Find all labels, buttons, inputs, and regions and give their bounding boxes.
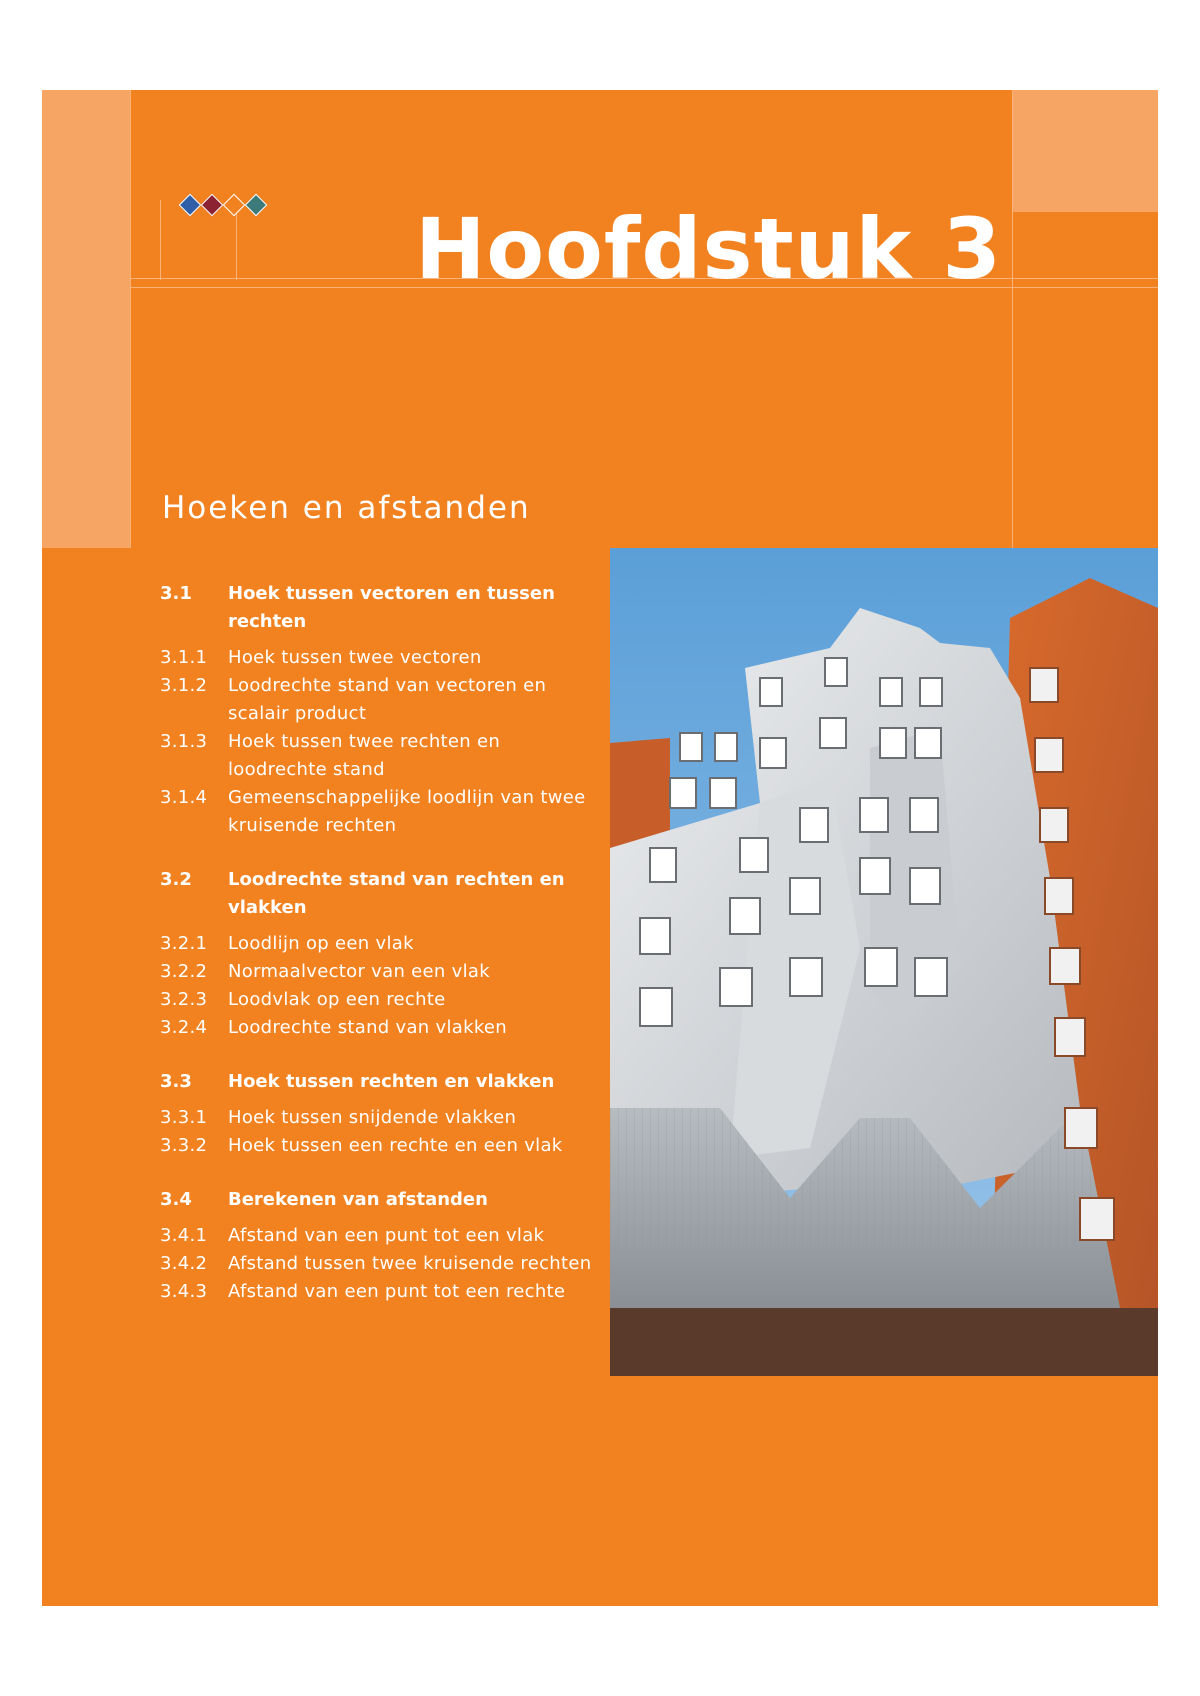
toc-item <box>160 1104 600 1132</box>
toc-section <box>160 866 600 922</box>
toc-item-title: Hoek tussen snijdende vlakken <box>228 1107 517 1128</box>
toc-section-number: 3.2 <box>160 869 192 890</box>
guide-line <box>160 200 161 280</box>
toc-item-title: Gemeenschappelijke loodlijn van twee kruisende rechten <box>228 787 586 836</box>
toc-item <box>160 1278 600 1306</box>
toc-section-title: Loodrechte stand van rechten en vlakken <box>228 869 565 918</box>
toc-item-title: Loodvlak op een rechte <box>228 989 446 1010</box>
toc-item-number: 3.1.3 <box>160 731 208 752</box>
toc-item-title: Hoek tussen een rechte en een vlak <box>228 1135 563 1156</box>
diamond-blue <box>179 194 202 217</box>
toc-item-number: 3.2.2 <box>160 961 208 982</box>
toc-item-number: 3.2.3 <box>160 989 208 1010</box>
table-of-contents <box>160 580 600 1306</box>
toc-item-number: 3.4.3 <box>160 1281 208 1302</box>
guide-line <box>130 90 131 548</box>
chapter-cover <box>42 90 1158 1606</box>
toc-item <box>160 672 600 728</box>
toc-item <box>160 1250 600 1278</box>
toc-section-number: 3.4 <box>160 1189 192 1210</box>
toc-item-number: 3.3.2 <box>160 1135 208 1156</box>
toc-item <box>160 930 600 958</box>
toc-item-number: 3.4.1 <box>160 1225 208 1246</box>
toc-item-title: Loodlijn op een vlak <box>228 933 414 954</box>
building-photo <box>610 548 1158 1376</box>
accent-panel-right <box>1012 90 1158 212</box>
toc-section-title: Hoek tussen vectoren en tussen rechten <box>228 583 555 632</box>
toc-item-number: 3.2.4 <box>160 1017 208 1038</box>
toc-section <box>160 1068 600 1096</box>
toc-item-title: Afstand van een punt tot een vlak <box>228 1225 545 1246</box>
toc-item <box>160 1132 600 1160</box>
toc-item <box>160 1222 600 1250</box>
toc-item-number: 3.1.2 <box>160 675 208 696</box>
diamond-orange <box>223 194 246 217</box>
toc-item <box>160 958 600 986</box>
toc-item-title: Afstand tussen twee kruisende rechten <box>228 1253 592 1274</box>
toc-item-number: 3.1.1 <box>160 647 208 668</box>
toc-section-title: Hoek tussen rechten en vlakken <box>228 1071 555 1092</box>
toc-item-title: Normaalvector van een vlak <box>228 961 490 982</box>
toc-item <box>160 644 600 672</box>
toc-section-title: Berekenen van afstanden <box>228 1189 488 1210</box>
toc-item <box>160 784 600 840</box>
toc-item-number: 3.3.1 <box>160 1107 208 1128</box>
chapter-subtitle: Hoeken en afstanden <box>162 490 531 526</box>
toc-item-title: Loodrechte stand van vectoren en scalair product <box>228 675 547 724</box>
toc-item-title: Hoek tussen twee rechten en loodrechte stand <box>228 731 501 780</box>
toc-item-title: Hoek tussen twee vectoren <box>228 647 482 668</box>
guide-line <box>1012 90 1013 548</box>
toc-item <box>160 728 600 784</box>
toc-item-number: 3.2.1 <box>160 933 208 954</box>
toc-item-number: 3.1.4 <box>160 787 208 808</box>
toc-section-number: 3.1 <box>160 583 192 604</box>
toc-item-title: Afstand van een punt tot een rechte <box>228 1281 566 1302</box>
decorative-diamonds-icon <box>180 193 300 217</box>
chapter-title: Hoofdstuk 3 <box>415 200 1002 298</box>
toc-section <box>160 580 600 636</box>
accent-panel-left <box>42 90 130 548</box>
toc-section-number: 3.3 <box>160 1071 192 1092</box>
toc-item-title: Loodrechte stand van vlakken <box>228 1017 508 1038</box>
toc-section <box>160 1186 600 1214</box>
toc-item <box>160 986 600 1014</box>
toc-item-number: 3.4.2 <box>160 1253 208 1274</box>
diamond-red <box>201 194 224 217</box>
toc-item <box>160 1014 600 1042</box>
diamond-teal <box>245 194 268 217</box>
